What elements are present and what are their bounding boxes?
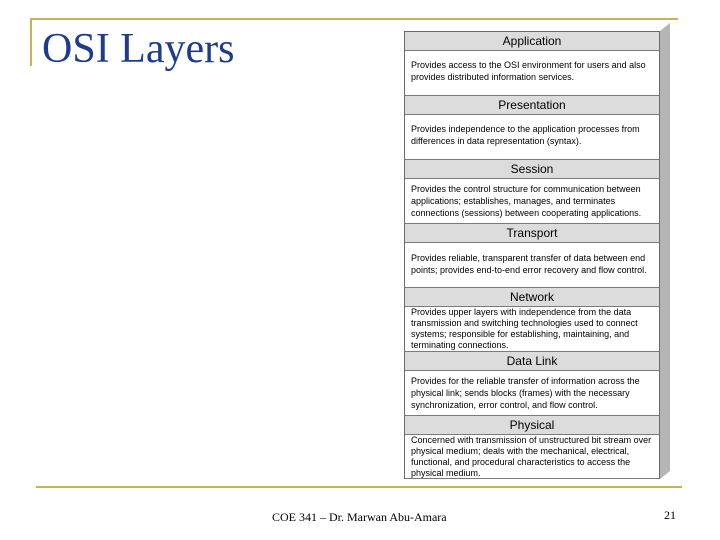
layer-session	[405, 160, 659, 224]
diagram-side-edge	[660, 23, 670, 479]
page-number: 21	[664, 508, 676, 522]
slide-title: OSI Layers	[42, 26, 235, 72]
layer-network	[405, 288, 659, 352]
osi-layers-diagram	[398, 23, 680, 481]
layer-physical	[405, 416, 659, 480]
layer-description: Provides upper layers with independence from the data transmission and switching technologies used to connect systems; responsible for establishing, maintaining, and terminating connections.	[405, 306, 659, 352]
layer-name: Transport	[405, 224, 659, 242]
layer-presentation	[405, 96, 659, 160]
layer-description: Provides reliable, transparent transfer of data between end points; provides end-to-end error recovery and flow control.	[405, 242, 659, 288]
layer-application	[405, 32, 659, 96]
layer-name: Network	[405, 288, 659, 306]
title-frame-left-line	[30, 18, 32, 66]
footer-divider-line	[36, 486, 682, 488]
layer-name: Application	[405, 32, 659, 50]
layer-name: Physical	[405, 416, 659, 434]
layer-transport	[405, 224, 659, 288]
footer-course-label: COE 341 – Dr. Marwan Abu-Amara	[272, 510, 447, 524]
layer-name: Presentation	[405, 96, 659, 114]
layer-description: Provides the control structure for communication between applications; establishes, manages, and terminates connections (sessions) between cooperating applications.	[405, 178, 659, 224]
layer-name: Session	[405, 160, 659, 178]
osi-layer-stack	[404, 31, 660, 479]
layer-description: Concerned with transmission of unstructured bit stream over physical medium; deals with the mechanical, electrical, functional, and procedural characteristics to access the physical medium.	[405, 434, 659, 479]
title-frame-top-line	[30, 18, 678, 20]
layer-description: Provides independence to the application processes from differences in data representation (syntax).	[405, 114, 659, 160]
layer-data-link	[405, 352, 659, 416]
layer-name: Data Link	[405, 352, 659, 370]
layer-description: Provides access to the OSI environment for users and also provides distributed information services.	[405, 50, 659, 96]
layer-description: Provides for the reliable transfer of information across the physical link; sends blocks (frames) with the necessary synchronization, error control, and flow control.	[405, 370, 659, 416]
